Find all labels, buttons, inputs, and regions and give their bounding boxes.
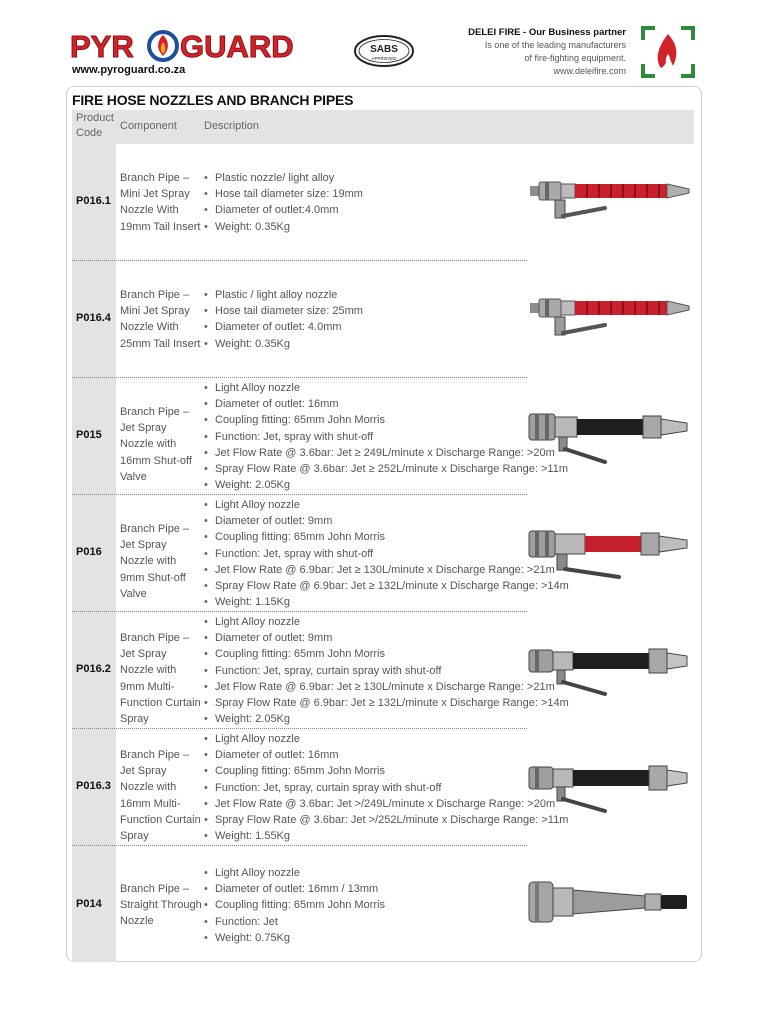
description-item: • Weight: 0.35Kg	[204, 336, 534, 352]
description-item: • Light Alloy nozzle	[204, 731, 534, 747]
description-item: • Diameter of outlet: 9mm	[204, 630, 534, 646]
svg-text:APPROVED: APPROVED	[371, 56, 397, 61]
delei-fire-logo	[641, 26, 695, 78]
table-row	[72, 378, 694, 495]
product-code: P016.1	[76, 195, 111, 207]
description-item: • Weight: 1.15Kg	[204, 594, 534, 610]
table-row	[72, 261, 694, 378]
red-branch-pipe-icon	[527, 172, 692, 242]
brand-url: www.pyroguard.co.za	[72, 64, 186, 76]
product-code: P016	[76, 546, 102, 558]
description-item: • Weight: 2.05Kg	[204, 477, 534, 493]
description-item: • Weight: 0.35Kg	[204, 219, 534, 235]
component-name: Branch Pipe – Jet Spray Nozzle with 16mm Multi-Function Curtain Spray	[120, 749, 201, 843]
svg-text:GUARD: GUARD	[180, 29, 294, 64]
product-code: P016.3	[76, 780, 111, 792]
description-item: • Function: Jet, spray, curtain spray with shut-off	[204, 663, 534, 679]
description-item: • Function: Jet, spray with shut-off	[204, 546, 534, 562]
table-row	[72, 144, 694, 261]
description-item: • Jet Flow Rate @ 6.9bar: Jet ≥ 130L/minute x Discharge Range: >21m	[204, 679, 534, 695]
product-code: P014	[76, 898, 102, 910]
description-item: • Spray Flow Rate @ 3.6bar: Jet >/252L/minute x Discharge Range: >11m	[204, 812, 534, 828]
description-item: • Diameter of outlet:4.0mm	[204, 202, 534, 218]
svg-text:SABS: SABS	[370, 44, 398, 55]
description-item: • Spray Flow Rate @ 3.6bar: Jet ≥ 252L/minute x Discharge Range: >11m	[204, 461, 534, 477]
description-list	[204, 614, 569, 727]
description-item: • Jet Flow Rate @ 6.9bar: Jet ≥ 130L/minute x Discharge Range: >21m	[204, 562, 534, 578]
svg-text:PYR: PYR	[70, 29, 134, 64]
red-branch-pipe-icon	[527, 289, 692, 359]
black-curtain-branch-pipe-icon	[527, 638, 692, 708]
table-header	[72, 110, 694, 144]
description-item: • Hose tail diameter size: 19mm	[204, 186, 534, 202]
description-item: • Diameter of outlet: 16mm	[204, 396, 534, 412]
black-branch-pipe-icon	[527, 404, 692, 474]
component-name: Branch Pipe – Mini Jet Spray Nozzle With 25mm Tail Insert	[120, 289, 201, 350]
description-item: • Diameter of outlet: 16mm	[204, 747, 534, 763]
partner-line: of fire-fighting equipment.	[524, 53, 626, 63]
description-item: • Coupling fitting: 65mm John Morris	[204, 646, 534, 662]
description-list	[204, 380, 568, 493]
column-header-description: Description	[204, 120, 260, 132]
description-item: • Light Alloy nozzle	[204, 497, 534, 513]
description-item: • Spray Flow Rate @ 6.9bar: Jet ≥ 132L/minute x Discharge Range: >14m	[204, 695, 534, 711]
partner-line: Is one of the leading manufacturers	[484, 40, 626, 50]
description-item: • Light Alloy nozzle	[204, 614, 534, 630]
description-item: • Plastic nozzle/ light alloy	[204, 170, 534, 186]
description-item: • Light Alloy nozzle	[204, 380, 534, 396]
description-list	[204, 497, 569, 610]
description-item: • Hose tail diameter size: 25mm	[204, 303, 534, 319]
description-item: • Jet Flow Rate @ 3.6bar: Jet ≥ 249L/minute x Discharge Range: >20m	[204, 445, 534, 461]
partner-title: DELEI FIRE - Our Business partner	[468, 27, 626, 38]
description-list	[204, 865, 534, 946]
partner-url: www.deleifire.com	[553, 66, 626, 76]
component-name: Branch Pipe – Straight Through Nozzle	[120, 883, 202, 928]
partner-info	[468, 26, 626, 78]
description-list	[204, 731, 569, 844]
product-code: P015	[76, 429, 102, 441]
description-item: • Coupling fitting: 65mm John Morris	[204, 897, 534, 913]
page-title: FIRE HOSE NOZZLES AND BRANCH PIPES	[72, 92, 354, 108]
description-item: • Spray Flow Rate @ 6.9bar: Jet ≥ 132L/minute x Discharge Range: >14m	[204, 578, 534, 594]
black-curtain-branch-pipe-icon	[527, 755, 692, 825]
description-list	[204, 287, 534, 352]
description-item: • Diameter of outlet: 4.0mm	[204, 319, 534, 335]
table-row	[72, 729, 694, 846]
description-item: • Diameter of outlet: 9mm	[204, 513, 534, 529]
description-item: • Coupling fitting: 65mm John Morris	[204, 412, 534, 428]
description-item: • Light Alloy nozzle	[204, 865, 534, 881]
description-item: • Diameter of outlet: 16mm / 13mm	[204, 881, 534, 897]
sabs-approved-badge	[353, 34, 415, 68]
description-item: • Function: Jet, spray, curtain spray with shut-off	[204, 780, 534, 796]
component-name: Branch Pipe – Jet Spray Nozzle with 9mm Multi-Function Curtain Spray	[120, 632, 201, 726]
description-item: • Coupling fitting: 65mm John Morris	[204, 763, 534, 779]
table-row	[72, 846, 694, 960]
description-item: • Weight: 0.75Kg	[204, 930, 534, 946]
column-header-component: Component	[120, 120, 177, 132]
component-name: Branch Pipe – Jet Spray Nozzle with 16mm Shut-off Valve	[120, 406, 192, 483]
description-item: • Coupling fitting: 65mm John Morris	[204, 529, 534, 545]
component-name: Branch Pipe – Mini Jet Spray Nozzle With 19mm Tail Insert	[120, 172, 201, 233]
table-row	[72, 495, 694, 612]
column-header-code: Product Code	[76, 112, 114, 139]
pyroguard-logo	[70, 26, 310, 66]
component-name: Branch Pipe – Jet Spray Nozzle with 9mm Shut-off Valve	[120, 523, 190, 600]
description-item: • Plastic / light alloy nozzle	[204, 287, 534, 303]
straight-nozzle-icon	[527, 874, 692, 944]
description-item: • Function: Jet, spray with shut-off	[204, 429, 534, 445]
description-item: • Weight: 2.05Kg	[204, 711, 534, 727]
table-row	[72, 612, 694, 729]
description-list	[204, 170, 534, 235]
description-item: • Function: Jet	[204, 914, 534, 930]
product-code: P016.4	[76, 312, 111, 324]
description-item: • Jet Flow Rate @ 3.6bar: Jet >/249L/minute x Discharge Range: >20m	[204, 796, 534, 812]
red-shutoff-branch-pipe-icon	[527, 521, 692, 591]
description-item: • Weight: 1.55Kg	[204, 828, 534, 844]
product-code: P016.2	[76, 663, 111, 675]
